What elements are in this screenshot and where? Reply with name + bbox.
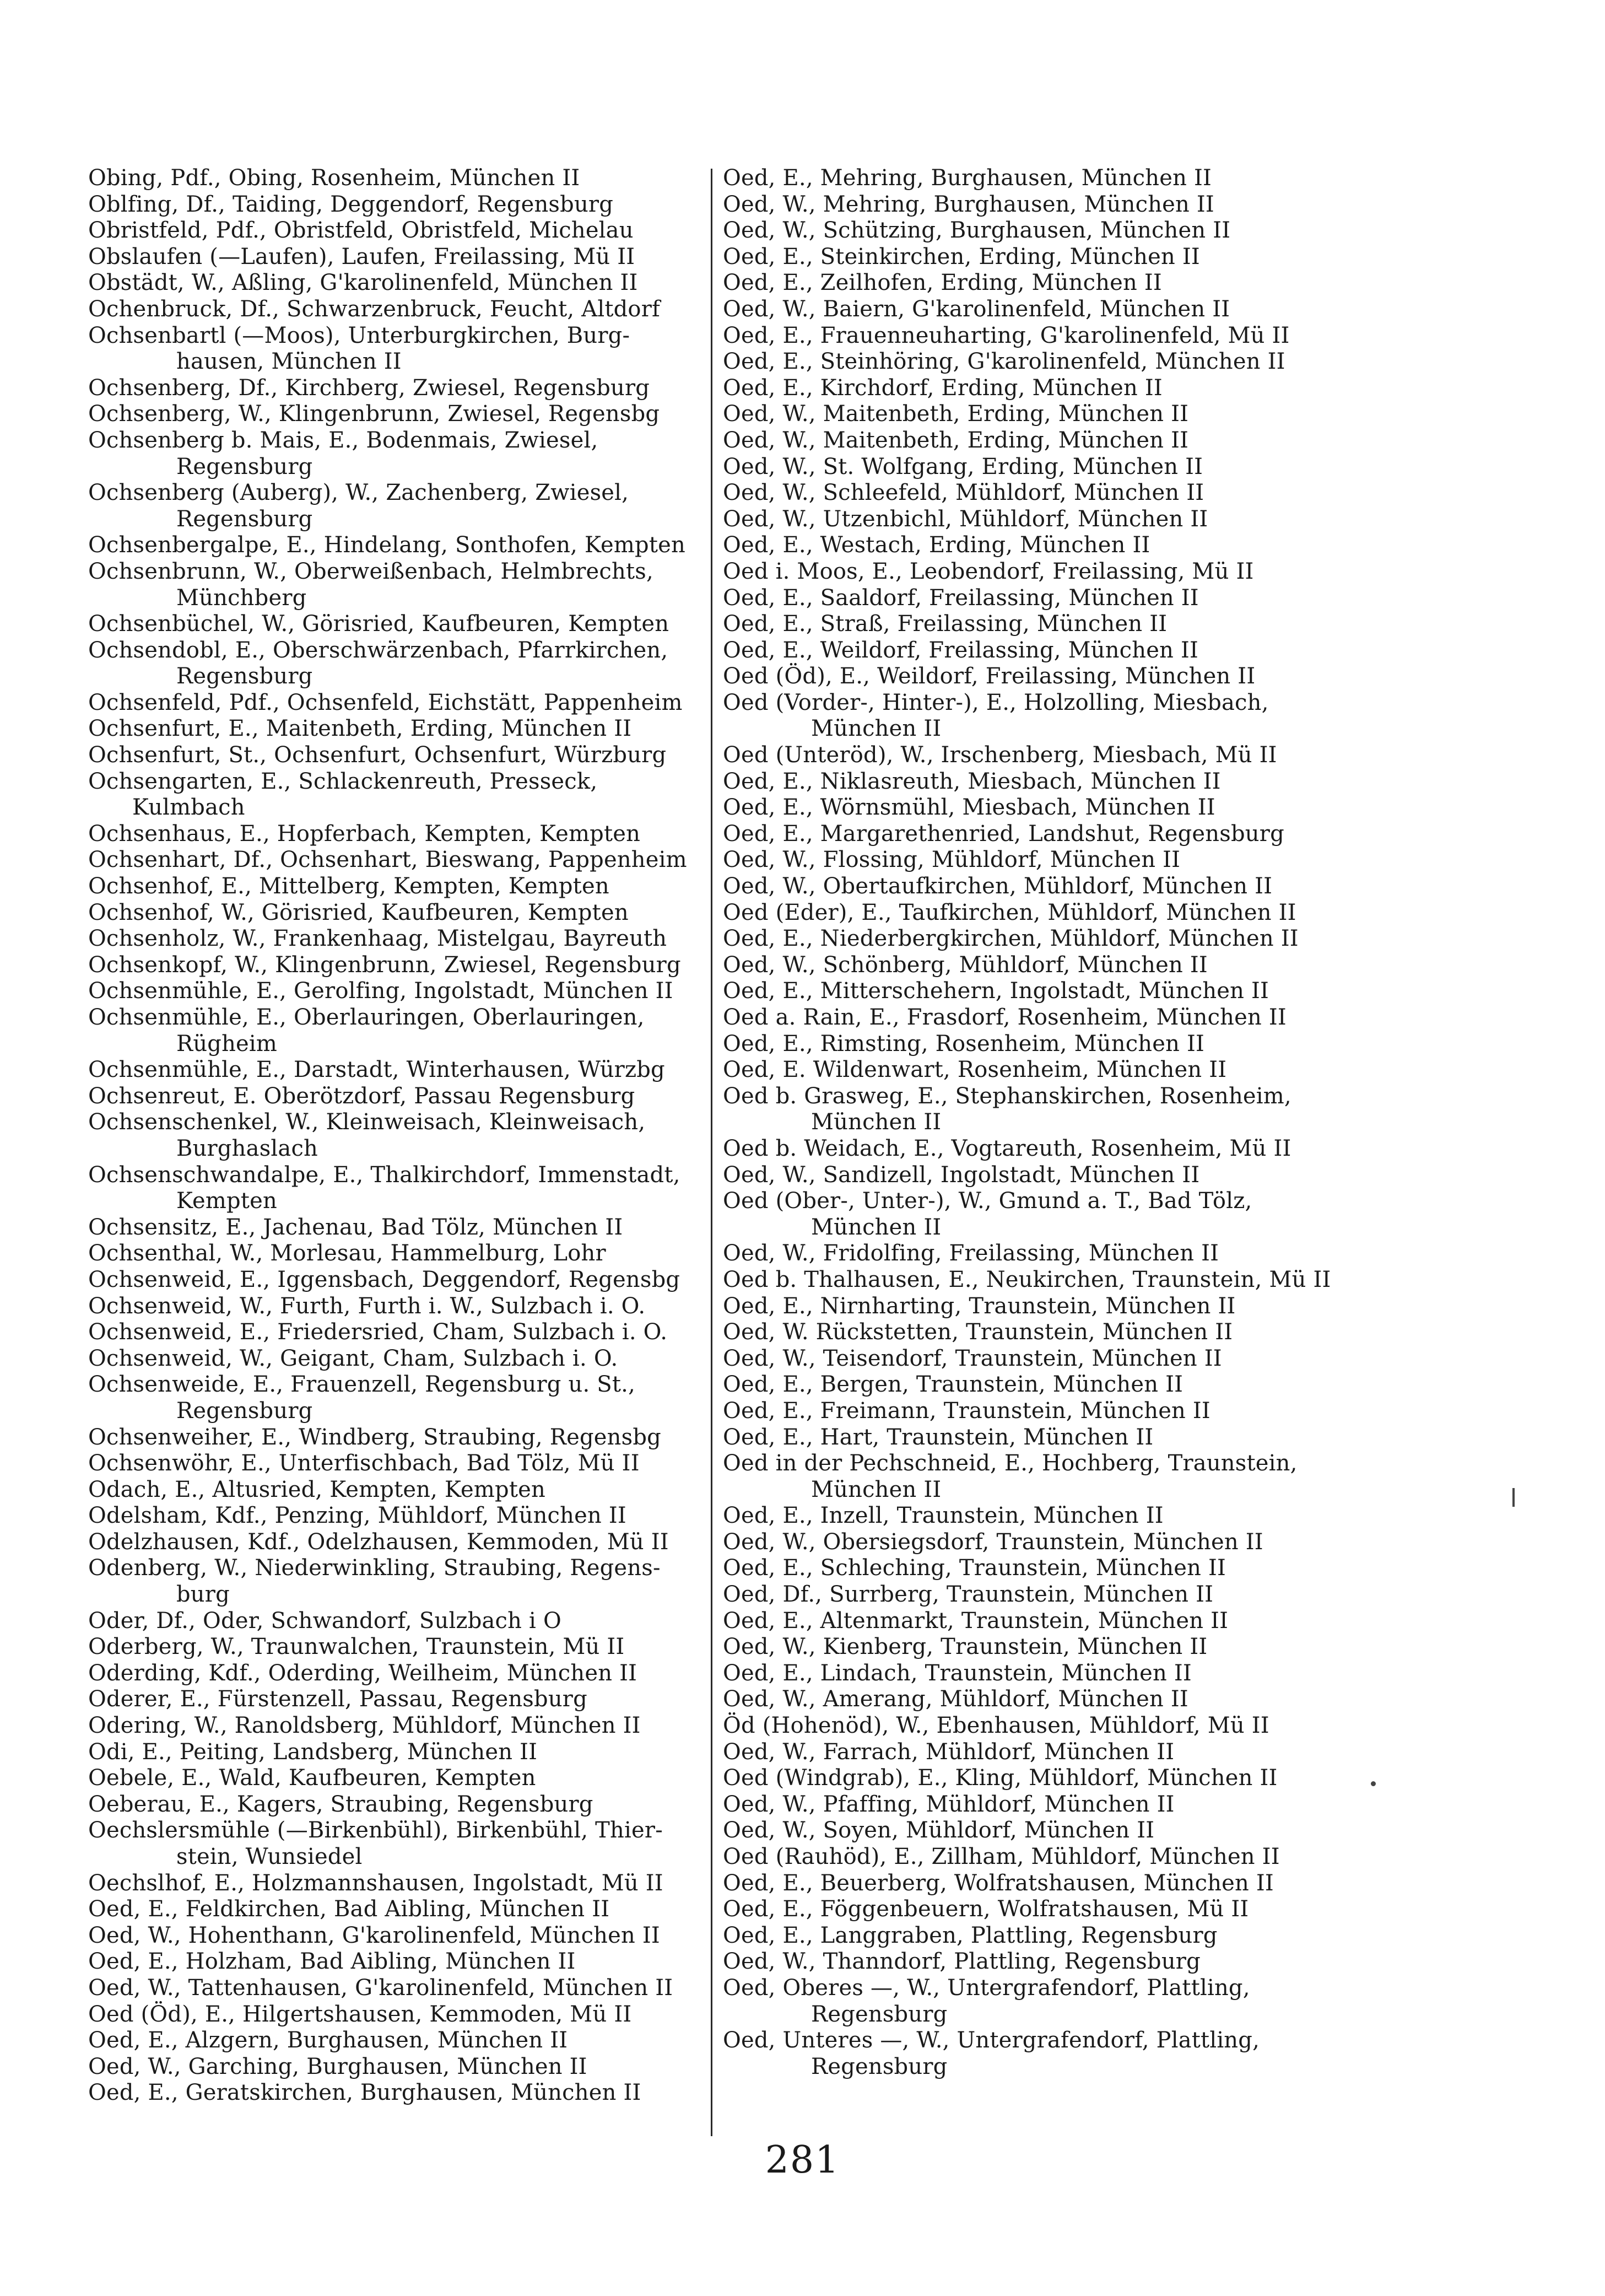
gazetteer-entry <box>88 375 701 402</box>
entry-line: Oed, E., Hart, Traunstein, München II <box>723 1424 1154 1450</box>
gazetteer-entry <box>88 1975 701 2002</box>
entry-line: Oed, E., Holzham, Bad Aibling, München II <box>88 1949 576 1975</box>
gazetteer-entry <box>88 1372 701 1424</box>
entry-line: Öd (Hohenöd), W., Ebenhausen, Mühldorf, Mü II <box>723 1713 1269 1739</box>
entry-line: Oed, E., Föggenbeuern, Wolfratshausen, Mü II <box>723 1896 1249 1922</box>
entry-line: Ochsenhaus, E., Hopferbach, Kempten, Kempten <box>88 821 641 847</box>
entry-line: Oed b. Weidach, E., Vogtareuth, Rosenheim, Mü II <box>723 1135 1291 1161</box>
entry-line: Oed, E., Niklasreuth, Miesbach, München II <box>723 768 1221 794</box>
entry-line: Oed, E., Saaldorf, Freilassing, München II <box>723 585 1199 611</box>
entry-line: Oed, E., Zeilhofen, Erding, München II <box>723 270 1162 296</box>
entry-line: Obristfeld, Pdf., Obristfeld, Obristfeld, Michelau <box>88 218 634 244</box>
gazetteer-entry <box>723 1241 1357 1267</box>
gazetteer-entry <box>88 2054 701 2081</box>
gazetteer-entry <box>723 428 1357 454</box>
entry-line: Oed, E., Wörnsmühl, Miesbach, München II <box>723 795 1215 821</box>
entry-continuation-line: München II <box>811 1476 942 1502</box>
left-column <box>88 165 701 2106</box>
entry-line: Ochsenfurt, St., Ochsenfurt, Ochsenfurt, Würzburg <box>88 742 667 768</box>
gazetteer-entry <box>88 1661 701 1687</box>
entry-line: Ochsenthal, W., Morlesau, Hammelburg, Lohr <box>88 1241 606 1266</box>
entry-line: Oed, W., Farrach, Mühldorf, München II <box>723 1739 1175 1765</box>
gazetteer-entry <box>723 244 1357 271</box>
entry-continuation-line: Rügheim <box>176 1031 278 1057</box>
gazetteer-entry <box>723 1529 1357 1556</box>
entry-line: Oed, W., Pfaffing, Mühldorf, München II <box>723 1791 1175 1817</box>
entry-line: Oed in der Pechschneid, E., Hochberg, Traunstein, <box>723 1451 1298 1476</box>
entry-line: Ochenbruck, Df., Schwarzenbruck, Feucht, Altdorf <box>88 296 661 322</box>
gazetteer-entry <box>723 1451 1357 1503</box>
entry-line: Oed, W., Hohenthann, G'karolinenfeld, München II <box>88 1922 660 1948</box>
entry-line: Odi, E., Peiting, Landsberg, München II <box>88 1739 538 1765</box>
gazetteer-entry <box>88 2080 701 2106</box>
entry-line: Oed, Unteres —, W., Untergrafendorf, Plattling, <box>723 2028 1260 2054</box>
entry-line: Ochsenfurt, E., Maitenbeth, Erding, München II <box>88 716 632 742</box>
gazetteer-entry <box>88 1425 701 1451</box>
entry-line: Oed, W., Soyen, Mühldorf, München II <box>723 1818 1155 1844</box>
gazetteer-entry <box>88 1477 701 1503</box>
gazetteer-entry <box>723 1319 1357 1346</box>
entry-line: Ochsenberg, Df., Kirchberg, Zwiesel, Regensburg <box>88 375 650 401</box>
gazetteer-entry <box>88 611 701 638</box>
entry-line: Ochsenmühle, E., Oberlauringen, Oberlauringen, <box>88 1005 645 1030</box>
gazetteer-entry <box>723 1425 1357 1451</box>
gazetteer-entry <box>88 559 701 611</box>
gazetteer-entry <box>723 1634 1357 1661</box>
entry-line: Ochsenschenkel, W., Kleinweisach, Kleinweisach, <box>88 1109 646 1135</box>
entry-line: Oed, W., Maitenbeth, Erding, München II <box>723 427 1189 453</box>
gazetteer-entry <box>723 638 1357 664</box>
entry-line: Oed, W., Tattenhausen, G'karolinenfeld, München II <box>88 1975 673 2001</box>
gazetteer-entry <box>723 847 1357 874</box>
gazetteer-entry <box>88 716 701 742</box>
gazetteer-entry <box>88 690 701 716</box>
gazetteer-entry <box>723 270 1357 297</box>
entry-line: Oed (Windgrab), E., Kling, Mühldorf, München II <box>723 1765 1278 1791</box>
gazetteer-entry <box>723 559 1357 585</box>
entry-continuation-line: Regensburg <box>176 1398 313 1424</box>
entry-line: Obslaufen (—Laufen), Laufen, Freilassing, Mü II <box>88 244 635 270</box>
gazetteer-entry <box>88 218 701 244</box>
entry-line: Ochsenberg (Auberg), W., Zachenberg, Zwiesel, <box>88 480 629 506</box>
gazetteer-entry <box>88 1739 701 1766</box>
gazetteer-entry <box>723 978 1357 1005</box>
gazetteer-entry <box>723 1267 1357 1293</box>
entry-line: Odach, E., Altusried, Kempten, Kempten <box>88 1476 545 1502</box>
gazetteer-entry <box>88 1818 701 1870</box>
entry-line: Oed, E., Alzgern, Burghausen, München II <box>88 2028 568 2054</box>
gazetteer-entry <box>88 1109 701 1162</box>
entry-line: Oechslersmühle (—Birkenbühl), Birkenbühl, Thier- <box>88 1818 663 1844</box>
entry-line: Ochsenbergalpe, E., Hindelang, Sonthofen, Kempten <box>88 532 685 558</box>
gazetteer-entry <box>723 611 1357 638</box>
gazetteer-entry <box>88 1713 701 1739</box>
gazetteer-entry <box>88 1057 701 1084</box>
entry-continuation-line: Regensburg <box>811 2054 948 2079</box>
entry-line: Oed, E., Steinhöring, G'karolinenfeld, München II <box>723 349 1285 375</box>
gazetteer-entry <box>88 270 701 297</box>
gazetteer-entry <box>723 1739 1357 1766</box>
entry-line: Oed, E., Margarethenried, Landshut, Regensburg <box>723 821 1284 847</box>
gazetteer-entry <box>88 2028 701 2054</box>
gazetteer-entry <box>88 1923 701 1949</box>
entry-line: Ochsenweiher, E., Windberg, Straubing, Regensbg <box>88 1424 661 1450</box>
gazetteer-entry <box>723 1084 1357 1136</box>
entry-line: Oed, W., Mehring, Burghausen, München II <box>723 191 1214 217</box>
entry-line: Oebele, E., Wald, Kaufbeuren, Kempten <box>88 1765 536 1791</box>
gazetteer-entry <box>723 874 1357 900</box>
entry-line: Odenberg, W., Niederwinkling, Straubing, Regens- <box>88 1555 661 1581</box>
gazetteer-entry <box>88 638 701 690</box>
gazetteer-entry <box>723 1136 1357 1162</box>
gazetteer-entry <box>88 1346 701 1372</box>
gazetteer-entry <box>723 1398 1357 1425</box>
entry-line: Oderer, E., Fürstenzell, Passau, Regensburg <box>88 1686 587 1712</box>
gazetteer-entry <box>88 1293 701 1320</box>
entry-line: Ochsenweid, W., Geigant, Cham, Sulzbach i. O. <box>88 1345 618 1371</box>
gazetteer-entry <box>88 847 701 874</box>
gazetteer-entry <box>723 1162 1357 1189</box>
gazetteer-entry <box>88 323 701 375</box>
entry-line: Ochsendobl, E., Oberschwärzenbach, Pfarrkirchen, <box>88 637 668 663</box>
gazetteer-entry <box>88 1949 701 1975</box>
gazetteer-entry <box>723 1686 1357 1713</box>
entry-line: Ochsenkopf, W., Klingenbrunn, Zwiesel, Regensburg <box>88 952 681 978</box>
entry-line: Oed, W., Maitenbeth, Erding, München II <box>723 401 1189 427</box>
entry-line: Oed, W., Teisendorf, Traunstein, München II <box>723 1345 1222 1371</box>
gazetteer-entry <box>88 978 701 1005</box>
entry-continuation-line: München II <box>811 1109 942 1135</box>
entry-line: Oder, Df., Oder, Schwandorf, Sulzbach i O <box>88 1608 561 1634</box>
entry-line: Oed a. Rain, E., Frasdorf, Rosenheim, München II <box>723 1005 1287 1030</box>
gazetteer-entry <box>723 349 1357 375</box>
entry-line: Ochsenweid, E., Iggensbach, Deggendorf, Regensbg <box>88 1266 680 1292</box>
entry-line: Oeberau, E., Kagers, Straubing, Regensburg <box>88 1791 593 1817</box>
entry-line: Ochsenweide, E., Frauenzell, Regensburg u. St., <box>88 1372 636 1398</box>
margin-mark <box>1512 1488 1515 1507</box>
entry-continuation-line: Kempten <box>176 1188 277 1214</box>
entry-line: Oed, W., Schützing, Burghausen, München II <box>723 218 1231 244</box>
entry-line: Oed, E., Lindach, Traunstein, München II <box>723 1660 1192 1686</box>
entry-line: Oed, W., Obertaufkirchen, Mühldorf, München II <box>723 874 1273 899</box>
entry-line: Ochsenhof, E., Mittelberg, Kempten, Kempten <box>88 874 609 899</box>
entry-line: Oed, Oberes —, W., Untergrafendorf, Plattling, <box>723 1975 1250 2001</box>
gazetteer-entry <box>723 1057 1357 1084</box>
entry-line: Ochsenschwandalpe, E., Thalkirchdorf, Immenstadt, <box>88 1162 680 1188</box>
gazetteer-entry <box>88 192 701 218</box>
entry-line: Oed b. Grasweg, E., Stephanskirchen, Rosenheim, <box>723 1083 1291 1109</box>
gazetteer-entry <box>723 401 1357 428</box>
entry-line: Oed, E., Straß, Freilassing, München II <box>723 611 1168 637</box>
gazetteer-entry <box>723 165 1357 192</box>
entry-continuation-line: stein, Wunsiedel <box>176 1844 363 1869</box>
entry-line: Ochsenberg b. Mais, E., Bodenmais, Zwiesel, <box>88 427 598 453</box>
entry-line: Ochsenberg, W., Klingenbrunn, Zwiesel, Regensbg <box>88 401 660 427</box>
entry-continuation-line: München II <box>811 1214 942 1240</box>
gazetteer-entry <box>88 1162 701 1215</box>
gazetteer-entry <box>88 1215 701 1241</box>
entry-continuation-line: burg <box>176 1582 230 1608</box>
gazetteer-entry <box>88 1084 701 1110</box>
entry-line: Ochsenbrunn, W., Oberweißenbach, Helmbrechts, <box>88 558 653 584</box>
entry-line: Oed, E., Altenmarkt, Traunstein, München II <box>723 1608 1229 1634</box>
gazetteer-entry <box>723 795 1357 821</box>
gazetteer-entry <box>723 297 1357 323</box>
entry-line: Oderding, Kdf., Oderding, Weilheim, München II <box>88 1660 637 1686</box>
entry-line: Oed, W., Baiern, G'karolinenfeld, München II <box>723 296 1230 322</box>
entry-line: Odering, W., Ranoldsberg, Mühldorf, München II <box>88 1713 641 1739</box>
gazetteer-entry <box>88 1503 701 1529</box>
entry-line: Oed, E., Frauenneuharting, G'karolinenfeld, Mü II <box>723 322 1290 348</box>
entry-line: Oed, E., Beuerberg, Wolfratshausen, München II <box>723 1870 1274 1896</box>
entry-line: Oed, E., Kirchdorf, Erding, München II <box>723 375 1163 401</box>
gazetteer-entry <box>88 1451 701 1477</box>
gazetteer-entry <box>88 821 701 848</box>
entry-line: Oed, W., Schleefeld, Mühldorf, München II <box>723 480 1204 506</box>
entry-line: Oblfing, Df., Taiding, Deggendorf, Regensburg <box>88 191 614 217</box>
gazetteer-entry <box>723 1792 1357 1818</box>
gazetteer-entry <box>723 218 1357 244</box>
entry-line: Ochsenreut, E. Oberötzdorf, Passau Regensburg <box>88 1083 635 1109</box>
entry-line: Ochsenweid, W., Furth, Furth i. W., Sulzbach i. O. <box>88 1293 646 1319</box>
entry-line: Ochsenhof, W., Görisried, Kaufbeuren, Kempten <box>88 899 629 925</box>
gazetteer-entry <box>88 297 701 323</box>
entry-line: Oed, E., Bergen, Traunstein, München II <box>723 1372 1184 1398</box>
entry-continuation-line: München II <box>811 716 942 742</box>
gazetteer-entry <box>88 926 701 952</box>
gazetteer-entry <box>88 742 701 769</box>
gazetteer-entry <box>88 532 701 559</box>
entry-line: Oed, E., Steinkirchen, Erding, München II <box>723 244 1200 270</box>
entry-continuation-line: Münchberg <box>176 585 307 611</box>
entry-line: Ochsenmühle, E., Darstadt, Winterhausen, Würzbg <box>88 1057 665 1083</box>
gazetteer-entry <box>723 1975 1357 2028</box>
gazetteer-entry <box>723 1661 1357 1687</box>
gazetteer-entry <box>723 454 1357 481</box>
entry-line: Odelsham, Kdf., Penzing, Mühldorf, München II <box>88 1503 626 1529</box>
gazetteer-entry <box>88 1005 701 1057</box>
gazetteer-entry <box>723 1949 1357 1975</box>
gazetteer-entry <box>88 480 701 532</box>
gazetteer-entry <box>723 506 1357 533</box>
gazetteer-entry <box>723 1555 1357 1582</box>
entry-line: Ochsenholz, W., Frankenhaag, Mistelgau, Bayreuth <box>88 926 667 952</box>
entry-line: Ochsensitz, E., Jachenau, Bad Tölz, München II <box>88 1214 623 1240</box>
entry-line: Ochsenweid, E., Friedersried, Cham, Sulzbach i. O. <box>88 1319 668 1345</box>
gazetteer-entry <box>723 1608 1357 1635</box>
gazetteer-entry <box>723 769 1357 795</box>
gazetteer-entry <box>88 1896 701 1923</box>
gazetteer-entry <box>88 1555 701 1608</box>
gazetteer-entry <box>723 2028 1357 2080</box>
gazetteer-entry <box>723 1031 1357 1058</box>
entry-line: Ochsenwöhr, E., Unterfischbach, Bad Tölz, Mü II <box>88 1451 640 1476</box>
gazetteer-entry <box>88 1871 701 1897</box>
gazetteer-entry <box>723 1818 1357 1844</box>
entry-line: Ochsenmühle, E., Gerolfing, Ingolstadt, München II <box>88 978 673 1004</box>
entry-continuation-line: Regensburg <box>176 454 313 479</box>
entry-line: Ochsenbüchel, W., Görisried, Kaufbeuren, Kempten <box>88 611 669 637</box>
gazetteer-entry <box>88 1686 701 1713</box>
entry-line: Oed b. Thalhausen, E., Neukirchen, Traunstein, Mü II <box>723 1266 1331 1292</box>
entry-line: Oed, E., Westach, Erding, München II <box>723 532 1150 558</box>
gazetteer-entry <box>723 375 1357 402</box>
gazetteer-entry <box>88 1634 701 1661</box>
entry-line: Oed (Ober-, Unter-), W., Gmund a. T., Bad Tölz, <box>723 1188 1252 1214</box>
entry-line: Oed, W., Kienberg, Traunstein, München II <box>723 1634 1208 1660</box>
entry-line: Oed i. Moos, E., Leobendorf, Freilassing, Mü II <box>723 558 1254 584</box>
entry-line: Oed, E., Inzell, Traunstein, München II <box>723 1503 1164 1529</box>
gazetteer-entry <box>88 900 701 926</box>
gazetteer-entry <box>723 664 1357 690</box>
entry-line: Oed (Öd), E., Hilgertshausen, Kemmoden, Mü II <box>88 2001 632 2027</box>
entry-line: Ochsenhart, Df., Ochsenhart, Bieswang, Pappenheim <box>88 847 687 873</box>
gazetteer-entry <box>88 952 701 979</box>
gazetteer-entry <box>723 1188 1357 1241</box>
entry-line: Oed, W., St. Wolfgang, Erding, München II <box>723 454 1203 479</box>
entry-line: Oed (Unteröd), W., Irschenberg, Miesbach, Mü II <box>723 742 1277 768</box>
entry-line: Oderberg, W., Traunwalchen, Traunstein, Mü II <box>88 1634 625 1660</box>
gazetteer-entry <box>723 742 1357 769</box>
entry-line: Oed (Öd), E., Weildorf, Freilassing, München II <box>723 664 1256 689</box>
gazetteer-entry <box>88 874 701 900</box>
gazetteer-entry <box>88 244 701 271</box>
entry-line: Oed, E., Mitterschehern, Ingolstadt, München II <box>723 978 1269 1004</box>
margin-dot <box>1371 1781 1376 1786</box>
entry-line: Oed, E., Rimsting, Rosenheim, München II <box>723 1031 1205 1057</box>
gazetteer-entry <box>723 480 1357 506</box>
gazetteer-entry <box>723 323 1357 349</box>
entry-line: Oed (Eder), E., Taufkirchen, Mühldorf, München II <box>723 899 1296 925</box>
entry-continuation-line: hausen, München II <box>176 349 402 375</box>
gazetteer-entry <box>723 1765 1357 1792</box>
gazetteer-entry <box>88 1608 701 1635</box>
gazetteer-entry <box>723 585 1357 612</box>
right-column <box>723 165 1357 2080</box>
entry-line: Oed, W., Flossing, Mühldorf, München II <box>723 847 1181 873</box>
entry-line: Oed, E., Feldkirchen, Bad Aibling, München II <box>88 1896 610 1922</box>
entry-line: Oed (Vorder-, Hinter-), E., Holzolling, Miesbach, <box>723 689 1269 715</box>
gazetteer-entry <box>88 428 701 480</box>
gazetteer-entry <box>88 165 701 192</box>
entry-line: Oed, Df., Surrberg, Traunstein, München II <box>723 1582 1214 1608</box>
entry-line: Ochsengarten, E., Schlackenreuth, Presseck, Kulmbach <box>88 768 598 821</box>
entry-line: Oed, E., Langgraben, Plattling, Regensburg <box>723 1922 1218 1948</box>
entry-line: Ochsenbartl (—Moos), Unterburgkirchen, Burg- <box>88 322 630 348</box>
entry-line: Obing, Pdf., Obing, Rosenheim, München II <box>88 165 580 191</box>
entry-line: Obstädt, W., Aßling, G'karolinenfeld, München II <box>88 270 638 296</box>
entry-line: Oed, E., Niederbergkirchen, Mühldorf, München II <box>723 926 1299 952</box>
gazetteer-entry <box>723 690 1357 742</box>
entry-line: Oed, E., Nirnharting, Traunstein, München II <box>723 1293 1236 1319</box>
gazetteer-entry <box>723 1005 1357 1031</box>
gazetteer-entry <box>88 1267 701 1293</box>
gazetteer-entry <box>723 1844 1357 1871</box>
entry-line: Odelzhausen, Kdf., Odelzhausen, Kemmoden, Mü II <box>88 1529 669 1555</box>
entry-line: Oed, W., Amerang, Mühldorf, München II <box>723 1686 1188 1712</box>
gazetteer-entry <box>723 192 1357 218</box>
gazetteer-entry <box>88 2002 701 2028</box>
gazetteer-entry <box>723 952 1357 979</box>
entry-line: Oed, E., Weildorf, Freilassing, München II <box>723 637 1198 663</box>
entry-line: Oed, W., Garching, Burghausen, München II <box>88 2054 587 2079</box>
gazetteer-entry <box>88 1529 701 1556</box>
gazetteer-entry <box>88 1765 701 1792</box>
gazetteer-entry <box>88 769 701 821</box>
gazetteer-entry <box>723 1871 1357 1897</box>
gazetteer-entry <box>723 1582 1357 1608</box>
entry-continuation-line: Regensburg <box>176 664 313 689</box>
entry-line: Ochsenfeld, Pdf., Ochsenfeld, Eichstätt, Pappenheim <box>88 689 683 715</box>
gazetteer-entry <box>723 1346 1357 1372</box>
entry-line: Oechslhof, E., Holzmannshausen, Ingolstadt, Mü II <box>88 1870 663 1896</box>
gazetteer-entry <box>723 821 1357 848</box>
gazetteer-entry <box>723 532 1357 559</box>
entry-line: Oed, W., Obersiegsdorf, Traunstein, München II <box>723 1529 1263 1555</box>
entry-line: Oed, E. Wildenwart, Rosenheim, München II <box>723 1057 1227 1083</box>
entry-line: Oed, W., Utzenbichl, Mühldorf, München II <box>723 506 1208 532</box>
entry-line: Oed, W., Thanndorf, Plattling, Regensburg <box>723 1949 1201 1975</box>
entry-line: Oed, W. Rückstetten, Traunstein, München II <box>723 1319 1233 1345</box>
gazetteer-entry <box>723 1713 1357 1739</box>
gazetteer-entry <box>88 1792 701 1818</box>
entry-line: Oed, E., Schleching, Traunstein, München II <box>723 1555 1226 1581</box>
column-divider <box>711 169 712 2136</box>
gazetteer-entry <box>723 1896 1357 1923</box>
gazetteer-entry <box>723 926 1357 952</box>
entry-line: Oed, E., Geratskirchen, Burghausen, München II <box>88 2080 641 2106</box>
gazetteer-entry <box>723 1923 1357 1949</box>
entry-continuation-line: Regensburg <box>176 506 313 532</box>
entry-continuation-line: Burghaslach <box>176 1135 318 1161</box>
gazetteer-entry <box>723 1293 1357 1320</box>
entry-line: Oed, W., Sandizell, Ingolstadt, München II <box>723 1162 1200 1188</box>
entry-line: Oed, E., Mehring, Burghausen, München II <box>723 165 1212 191</box>
entry-line: Oed, W., Schönberg, Mühldorf, München II <box>723 952 1208 978</box>
page-number: 281 <box>765 2138 840 2182</box>
entry-line: Oed, W., Fridolfing, Freilassing, München II <box>723 1241 1219 1266</box>
gazetteer-entry <box>723 1372 1357 1398</box>
entry-continuation-line: Regensburg <box>811 2001 948 2027</box>
gazetteer-entry <box>88 1319 701 1346</box>
entry-line: Oed (Rauhöd), E., Zillham, Mühldorf, München II <box>723 1844 1280 1869</box>
gazetteer-entry <box>723 900 1357 926</box>
gazetteer-entry <box>88 401 701 428</box>
gazetteer-entry <box>88 1241 701 1267</box>
gazetteer-entry <box>723 1503 1357 1529</box>
entry-line: Oed, E., Freimann, Traunstein, München II <box>723 1398 1210 1424</box>
